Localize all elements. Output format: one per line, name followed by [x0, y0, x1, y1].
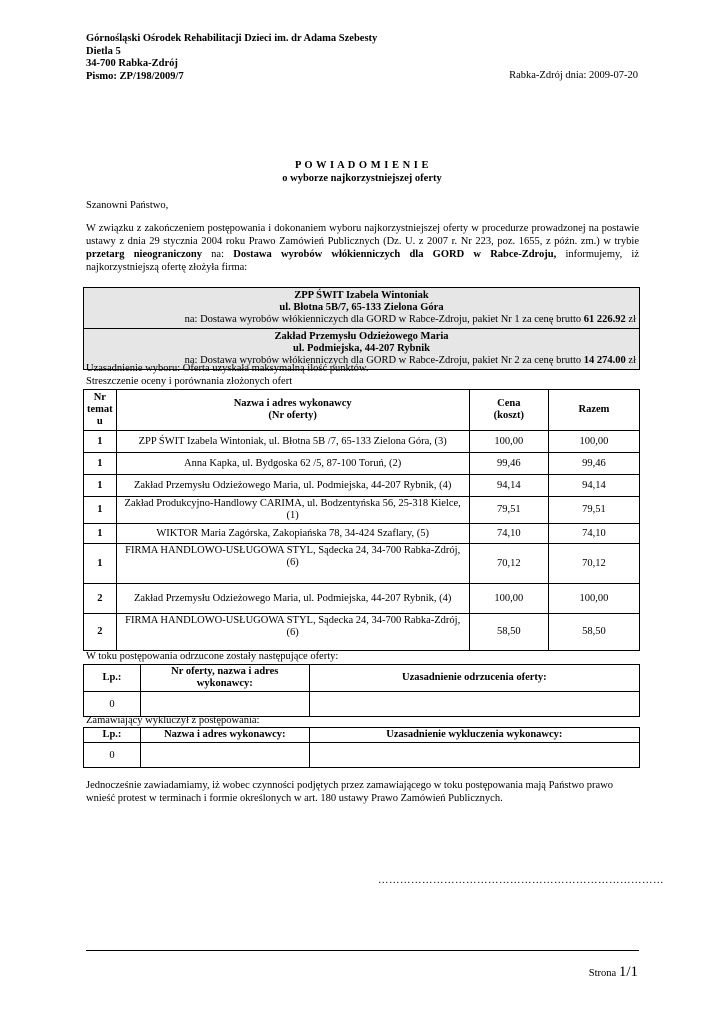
row-lp: 0: [84, 692, 141, 717]
table-row: [84, 614, 640, 651]
row-price: 94,14: [469, 475, 548, 497]
col-header-price: [469, 390, 548, 431]
excluded-table: [83, 727, 640, 768]
row-contractor: Anna Kapka, ul. Bydgoska 62 /5, 87-100 Toruń, (2): [116, 453, 469, 475]
procedure-mode: przetarg nieograniczony: [86, 249, 202, 260]
winner-desc-text: na: Dostawa wyrobów włókienniczych dla GORD w Rabce-Zdroju, pakiet Nr 1 za cenę brutto: [184, 314, 584, 325]
table-row: [84, 743, 640, 768]
intro-paragraph: [86, 222, 639, 274]
org-name: Górnośląski Ośrodek Rehabilitacji Dzieci im. dr Adama Szebesty: [86, 33, 378, 44]
winner-price: 14 274.00: [583, 355, 626, 366]
table-row: [84, 692, 640, 717]
intro-part1: W związku z zakończeniem postępowania i dokonaniem wyboru najkorzystniejszej oferty w procedurze prowadzonej na postawie ustawy z dnia 29 stycznia 2004 roku Prawo Zamówień Publicznych (Dz. U. z 2007 r. Nr 223, poz. 1655, z późn. zm.) w trybie: [86, 223, 639, 247]
row-price: 100,00: [469, 584, 548, 614]
row-contractor: Zakład Przemysłu Odzieżowego Maria, ul. Podmiejska, 44-207 Rybnik, (4): [116, 584, 469, 614]
row-contractor: Zakład Przemysłu Odzieżowego Maria, ul. Podmiejska, 44-207 Rybnik, (4): [116, 475, 469, 497]
row-nr: 1: [84, 544, 117, 584]
winners-table: [83, 287, 640, 370]
rejected-table: [83, 664, 640, 717]
excluded-intro: Zamawiający wykluczył z postępowania:: [86, 715, 260, 726]
winner-price: 61 226.92: [583, 314, 626, 325]
row-price: 79,51: [469, 497, 548, 524]
row-total: 100,00: [548, 431, 639, 453]
col-header-name-line: (Nr oferty): [268, 410, 317, 421]
row-price: 99,46: [469, 453, 548, 475]
col-header-name: [116, 390, 469, 431]
footer-divider: [86, 950, 639, 951]
col-header-lp: Lp.:: [84, 665, 141, 692]
procurement-subject: Dostawa wyrobów włókienniczych dla GORD w Rabce-Zdroju,: [233, 249, 557, 260]
letter-ref: Pismo: ZP/198/2009/7: [86, 70, 184, 82]
winner-currency: zł: [625, 314, 636, 325]
winner-name: ZPP ŚWIT Izabela Wintoniak: [294, 290, 429, 301]
excluded-header-row: [84, 728, 640, 743]
row-nr: 1: [84, 475, 117, 497]
table-row: [84, 584, 640, 614]
table-row: [84, 544, 640, 584]
col-header-rejection-reason: Uzasadnienie odrzucenia oferty:: [309, 665, 639, 692]
row-total: 74,10: [548, 524, 639, 544]
row-nr: 1: [84, 497, 117, 524]
row-price: 70,12: [469, 544, 548, 584]
intro-part3: informujemy, iż najkorzystniejszą ofertę złożyła firma:: [86, 249, 640, 273]
winner-currency: zł: [625, 355, 636, 366]
winner-desc-text: na: Dostawa wyrobów włókienniczych dla GORD w Rabce-Zdroju, pakiet Nr 2 za cenę brutto: [184, 355, 584, 366]
row-contractor: Zakład Produkcyjno-Handlowy CARIMA, ul. Bodzentyńska 56, 25-318 Kielce, (1): [116, 497, 469, 524]
row-contractor: WIKTOR Maria Zagórska, Zakopiańska 78, 34-424 Szaflary, (5): [116, 524, 469, 544]
rejected-header-row: [84, 665, 640, 692]
table-row: [84, 453, 640, 475]
letter-date: Rabka-Zdrój dnia: 2009-07-20: [509, 70, 638, 81]
col-header-lp: Lp.:: [84, 728, 141, 743]
col-header-nr-line: u: [96, 416, 103, 427]
row-nr: 2: [84, 584, 117, 614]
row-price: 74,10: [469, 524, 548, 544]
winner-cell: [84, 288, 640, 329]
signature-line: ……………………………………………………………………: [378, 875, 664, 886]
row-price: 100,00: [469, 431, 548, 453]
winner-address: ul. Błotna 5B/7, 65-133 Zielona Góra: [279, 302, 444, 313]
row-contractor: [140, 743, 309, 768]
page-label: Strona: [588, 968, 619, 979]
row-total: 79,51: [548, 497, 639, 524]
row-nr: 1: [84, 453, 117, 475]
selection-justification: Uzasadnienie wyboru: Oferta uzyskała maksymalną ilość punktów.: [86, 363, 369, 374]
col-header-offer: Nr oferty, nazwa i adres wykonawcy:: [140, 665, 309, 692]
sender-block: [86, 33, 377, 83]
row-total: 94,14: [548, 475, 639, 497]
document-title: P O W I A D O M I E N I E: [294, 160, 430, 171]
row-total: 70,12: [548, 544, 639, 584]
protest-notice: Jednocześnie zawiadamiamy, iż wobec czynności podjętych przez zamawiającego w toku postępowania mają Państwo prawo wnieść protest w terminach i formie określonych w art. 180 ustawy Prawo Zamówień Publicznych.: [86, 780, 614, 804]
row-lp: 0: [84, 743, 141, 768]
table-row: [84, 475, 640, 497]
col-header-price-line: (koszt): [493, 410, 524, 421]
winner-address: ul. Podmiejska, 44-207 Rybnik: [292, 343, 431, 354]
page-number: 1/1: [618, 964, 638, 980]
row-reason: [309, 692, 639, 717]
row-nr: 1: [84, 524, 117, 544]
row-offer: [140, 692, 309, 717]
row-reason: [309, 743, 639, 768]
ranking-header-row: [84, 390, 640, 431]
row-contractor: ZPP ŚWIT Izabela Wintoniak, ul. Błotna 5B /7, 65-133 Zielona Góra, (3): [116, 431, 469, 453]
col-header-nr-line: temat: [87, 404, 113, 415]
col-header-exclusion-reason: Uzasadnienie wykluczenia wykonawcy:: [309, 728, 639, 743]
col-header-name-line: Nazwa i adres wykonawcy: [233, 398, 352, 409]
winner-name: Zakład Przemysłu Odzieżowego Maria: [274, 331, 449, 342]
page-footer: [589, 964, 638, 981]
row-price: 58,50: [469, 614, 548, 651]
ranking-table: [83, 389, 640, 651]
col-header-nr-line: Nr: [93, 392, 106, 403]
col-header-total: Razem: [548, 390, 639, 431]
row-total: 100,00: [548, 584, 639, 614]
row-contractor: FIRMA HANDLOWO-USŁUGOWA STYL, Sądecka 24, 34-700 Rabka-Zdrój, (6): [116, 614, 469, 651]
rejected-intro: W toku postępowania odrzucone zostały następujące oferty:: [86, 651, 339, 662]
row-total: 58,50: [548, 614, 639, 651]
col-header-contractor: Nazwa i adres wykonawcy:: [140, 728, 309, 743]
table-row: [84, 431, 640, 453]
ranking-intro: Streszczenie oceny i porównania złożonych ofert: [86, 376, 293, 387]
col-header-nr: [84, 390, 117, 431]
table-row: [84, 524, 640, 544]
winner-description: [87, 314, 636, 326]
org-street: Dietla 5: [86, 45, 121, 57]
document-subtitle: o wyborze najkorzystniejszej oferty: [282, 173, 442, 184]
row-total: 99,46: [548, 453, 639, 475]
org-city: 34-700 Rabka-Zdrój: [86, 58, 178, 69]
row-nr: 2: [84, 614, 117, 651]
intro-part2: na:: [201, 249, 234, 260]
winner-row: [84, 288, 640, 329]
row-contractor: FIRMA HANDLOWO-USŁUGOWA STYL, Sądecka 24, 34-700 Rabka-Zdrój, (6): [116, 544, 469, 584]
salutation: Szanowni Państwo,: [86, 200, 169, 211]
col-header-price-line: Cena: [497, 398, 521, 409]
row-nr: 1: [84, 431, 117, 453]
table-row: [84, 497, 640, 524]
